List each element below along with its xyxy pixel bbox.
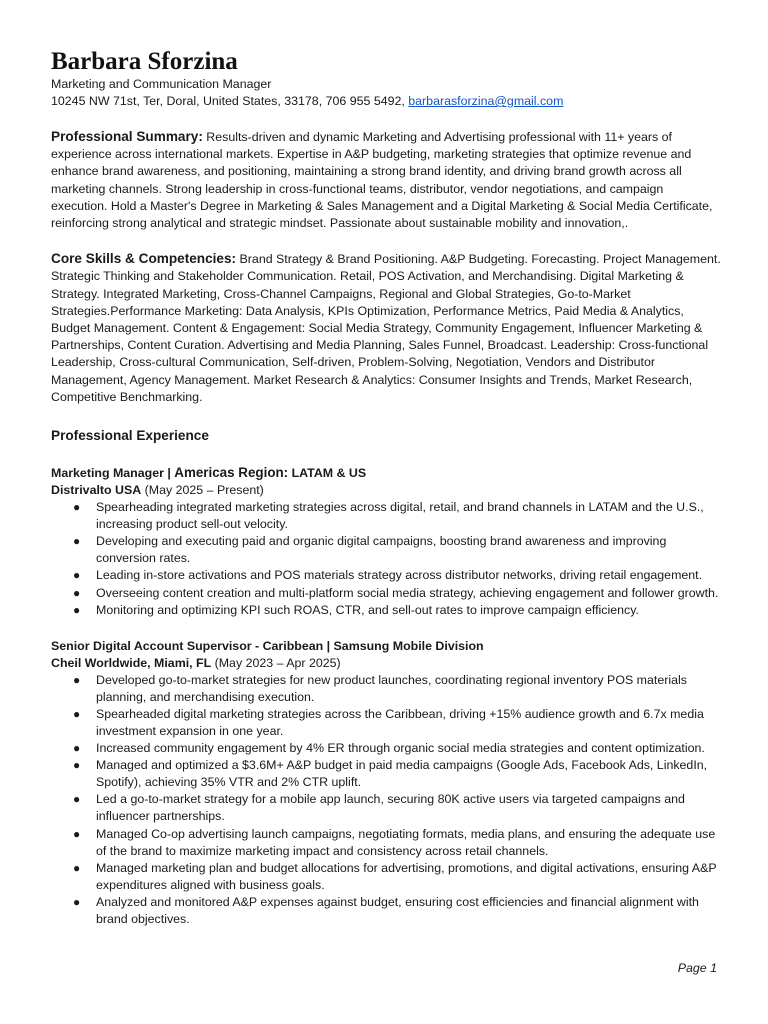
job-company: Cheil Worldwide, Miami, FL: [51, 655, 212, 670]
job-entry: [51, 638, 723, 928]
bullet-text: Increased community engagement by 4% ER through organic social media strategies and content optimization.: [96, 741, 705, 756]
bullet-text: Monitoring and optimizing KPI such ROAS, CTR, and sell-out rates to improve campaign efficiency.: [96, 602, 639, 617]
bullet-text: Managed marketing plan and budget allocations for advertising, promotions, and digital activations, ensuring A&P expenditures aligned with business goals.: [96, 860, 717, 892]
bullet-item: [51, 894, 723, 928]
contact-address-phone: 10245 NW 71st, Ter, Doral, United States, 33178, 706 955 5492,: [51, 94, 409, 108]
resume-page: [51, 48, 723, 928]
bullet-item: [51, 585, 723, 602]
bullet-item: [51, 757, 723, 791]
bullet-item: [51, 860, 723, 894]
bullet-dot-icon: ●: [73, 894, 81, 909]
skills-text: Brand Strategy & Brand Positioning. A&P Budgeting. Forecasting. Project Management. Strategic Thinking and Stakeholder Communication. Retail, POS Activation, and Merchandising. Digital Marketing & Strategy. Integrated Marketing, Cross-Channel Campaigns, Regional and Global Strategies, Go-to-Market Strategies.Performance Marketing: Data Analysis, KPIs Optimization, Performance Metrics, Paid Media & Analytics, Budget Management. Content & Engagement: Social Media Strategy, Community Engagement, Influencer Marketing & Partnerships, Content Curation. Advertising and Media Planning, Sales Funnel, Broadcast. Leadership: Cross-functional Leadership, Cross-cultural Communication, Self-driven, Problem-Solving, Negotiation, Vendors and Distributor Management, Agency Management. Market Research & Analytics: Consumer Insights and Trends, Market Research, Competitive Benchmarking.: [51, 252, 721, 404]
summary-text: Results-driven and dynamic Marketing and Advertising professional with 11+ years of experience across international markets. Expertise in A&P budgeting, marketing strategies that optimize revenue and enhance brand awareness, and positioning, maintaining a strong brand identity, and driving brand growth across all marketing channels. Strong leadership in cross-functional teams, distributor, vendor negotiations, and campaign execution. Hold a Master's Degree in Marketing & Sales Management and a Digital Marketing & Social Media Certificate, reinforcing strong analytical and strategic mindset. Passionate about sustainable mobility and innovation,.: [51, 130, 713, 231]
job-dates: (May 2025 – Present): [141, 483, 264, 498]
bullet-text: Developing and executing paid and organic digital campaigns, boosting brand awareness and improving conversion rates.: [96, 534, 667, 566]
bullet-dot-icon: ●: [73, 860, 81, 875]
bullet-dot-icon: ●: [73, 706, 81, 721]
job-title-region: Americas Region:: [174, 465, 289, 481]
bullet-text: Leading in-store activations and POS materials strategy across distributor networks, driving retail engagement.: [96, 568, 703, 583]
summary-label: Professional Summary:: [51, 129, 203, 144]
bullet-text: Managed Co-op advertising launch campaigns, negotiating formats, media plans, and ensuring the adequate use of the brand to maximize marketing impact and consistency across retail channels.: [96, 826, 716, 858]
experience-heading: Professional Experience: [51, 428, 209, 444]
bullet-text: Spearheaded digital marketing strategies across the Caribbean, driving +15% audience growth and 6.7x media investment expansion in one year.: [96, 706, 704, 738]
bullet-text: Overseeing content creation and multi-platform social media strategy, achieving engagement and follower growth.: [96, 585, 719, 600]
bullet-dot-icon: ●: [73, 672, 81, 687]
page-number: Page 1: [677, 961, 717, 975]
bullet-text: Analyzed and monitored A&P expenses against budget, ensuring cost efficiencies and financial alignment with brand objectives.: [96, 894, 699, 927]
job-company-line: [51, 655, 723, 672]
bullet-item: [51, 567, 723, 584]
bullet-dot-icon: ●: [73, 758, 81, 773]
bullet-item: [51, 740, 723, 757]
bullet-item: [51, 706, 723, 740]
bullet-item: [51, 602, 723, 619]
bullet-text: Led a go-to-market strategy for a mobile app launch, securing 80K active users via targeted campaigns and influencer partnerships.: [96, 792, 685, 824]
job-title-markets: LATAM & US: [288, 466, 367, 481]
bullet-dot-icon: ●: [73, 792, 81, 807]
job-bullets: [51, 499, 723, 619]
skills-label: Core Skills & Competencies:: [51, 251, 237, 267]
bullet-item: [51, 499, 723, 533]
job-title: [51, 638, 723, 655]
job-entry: [51, 464, 723, 619]
bullet-dot-icon: ●: [73, 741, 81, 756]
contact-line: [51, 93, 723, 110]
job-dates: (May 2023 – Apr 2025): [211, 655, 341, 670]
core-skills: [51, 250, 723, 406]
bullet-item: [51, 826, 723, 860]
job-title-role: Senior Digital Account Supervisor - Caribbean | Samsung Mobile Division: [51, 638, 484, 653]
bullet-item: [51, 533, 723, 567]
bullet-text: Developed go-to-market strategies for new product launches, coordinating regional inventory POS materials planning, and merchandising execution.: [96, 672, 687, 704]
candidate-title: Marketing and Communication Manager: [51, 77, 272, 91]
bullet-dot-icon: ●: [73, 602, 81, 617]
professional-summary: [51, 128, 723, 232]
bullet-dot-icon: ●: [73, 500, 81, 515]
candidate-name: Barbara Sforzina: [51, 48, 238, 75]
bullet-text: Spearheading integrated marketing strategies across digital, retail, and brand channels in LATAM and the U.S., increasing product sell-out velocity.: [96, 500, 704, 532]
email-link[interactable]: barbarasforzina@gmail.com: [408, 94, 564, 108]
job-title: [51, 464, 723, 482]
bullet-dot-icon: ●: [73, 534, 81, 549]
job-bullets: [51, 672, 723, 928]
bullet-item: [51, 672, 723, 706]
bullet-dot-icon: ●: [73, 585, 81, 600]
bullet-dot-icon: ●: [73, 568, 81, 583]
job-title-role: Marketing Manager |: [51, 466, 175, 481]
job-company-line: [51, 482, 723, 499]
job-company: Distrivalto USA: [51, 483, 142, 498]
bullet-text: Managed and optimized a $3.6M+ A&P budget in paid media campaigns (Google Ads, Facebook Ads, LinkedIn, Spotify), achieving 35% VTR and 2% CTR uplift.: [96, 758, 708, 790]
bullet-item: [51, 791, 723, 825]
bullet-dot-icon: ●: [73, 826, 81, 841]
